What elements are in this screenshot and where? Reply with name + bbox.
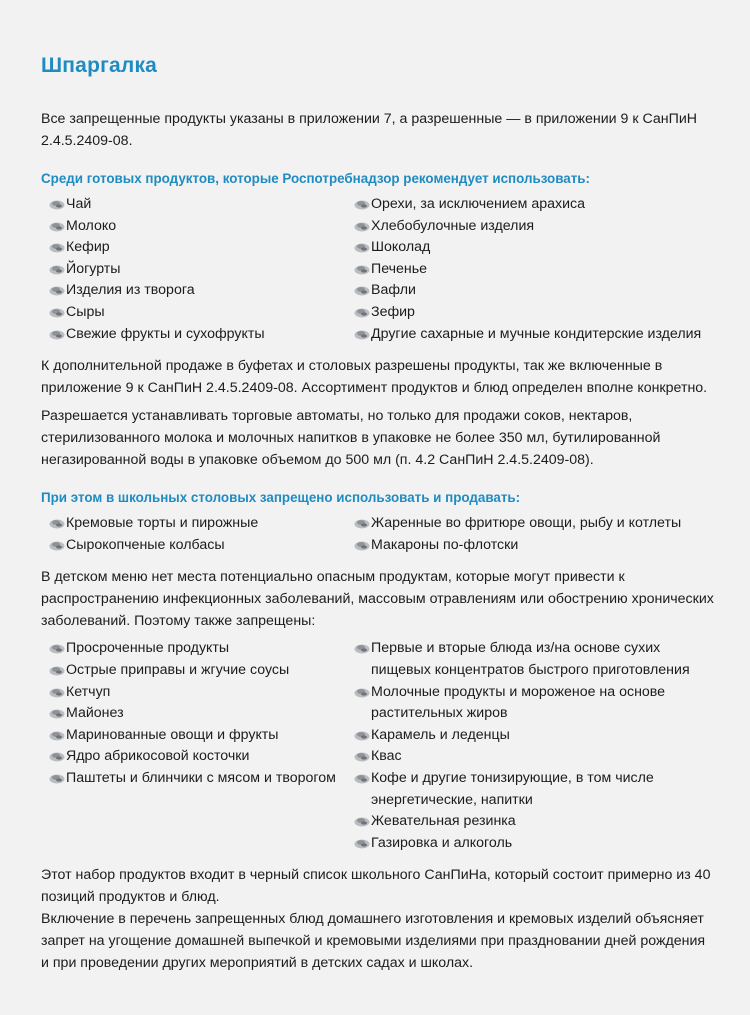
list-item: [353, 638, 714, 681]
milk-icon: [48, 219, 66, 233]
forbidden-right-column: [353, 513, 714, 556]
waffle-icon: [353, 283, 371, 297]
list-item: [353, 833, 714, 855]
yogurt-icon: [48, 262, 66, 276]
recommended-list: [41, 194, 714, 345]
list-item: [48, 237, 353, 259]
marshmallow-icon: [353, 305, 371, 319]
list-item-label: Сыры: [66, 303, 105, 320]
list-item-label: Кефир: [66, 239, 110, 256]
list-item-label: Макароны по-флотски: [371, 536, 519, 553]
tea-icon: [48, 197, 66, 211]
list-item-label: Майонез: [66, 705, 124, 722]
list-item: [48, 280, 353, 302]
list-item-label: Жевательная резинка: [371, 813, 516, 830]
kefir-icon: [48, 240, 66, 254]
mayonnaise-icon: [48, 706, 66, 720]
spicy-sauce-icon: [48, 663, 66, 677]
list-item-label: Ядро абрикосовой косточки: [66, 748, 250, 765]
kids-menu-paragraph: В детском меню нет места потенциально опасным продуктам, которые могут привести к распространению инфекционных заболеваний, массовым отравлениям или обострению хронических заболеваний. Поэтому также запрещены:: [41, 569, 714, 630]
forbidden-left-column: [41, 513, 353, 556]
list-item-label: Первые и вторые блюда из/на основе сухих пищевых концентратов быстрого приготовления: [371, 640, 690, 678]
list-item: [48, 216, 353, 238]
expired-icon: [48, 641, 66, 655]
list-item: [353, 811, 714, 833]
list-item: [353, 237, 714, 259]
list-item-label: Газировка и алкоголь: [371, 834, 513, 851]
list-item-label: Острые приправы и жгучие соусы: [66, 661, 290, 678]
coffee-icon: [353, 771, 371, 785]
list-item: [353, 535, 714, 557]
list-item: [48, 302, 353, 324]
list-item: [48, 194, 353, 216]
list-item: [353, 768, 714, 811]
list-item: [48, 638, 353, 660]
list-item: [48, 259, 353, 281]
list-item-label: Шоколад: [371, 239, 431, 256]
bread-icon: [353, 219, 371, 233]
list-item: [48, 513, 353, 535]
list-item-label: Вафли: [371, 282, 416, 299]
recommended-left-column: [41, 194, 353, 345]
list-item-label: Карамель и леденцы: [371, 726, 510, 743]
list-item: [48, 746, 353, 768]
list-item-label: Кремовые торты и пирожные: [66, 515, 259, 532]
pasta-icon: [353, 538, 371, 552]
list-item: [353, 324, 714, 346]
ice-cream-icon: [353, 685, 371, 699]
candy-icon: [353, 728, 371, 742]
list-item: [48, 768, 353, 790]
chewing-gum-icon: [353, 814, 371, 828]
list-item: [48, 725, 353, 747]
list-item: [353, 194, 714, 216]
forbidden-list: [41, 513, 714, 556]
pickled-icon: [48, 728, 66, 742]
list-item-label: Квас: [371, 748, 402, 765]
cookie-icon: [353, 262, 371, 276]
chocolate-icon: [353, 240, 371, 254]
list-item-label: Кетчуп: [66, 683, 111, 700]
recommended-heading: Среди готовых продуктов, которые Роспотребнадзор рекомендует использовать:: [41, 171, 590, 186]
list-item-label: Печенье: [371, 260, 428, 277]
list-item-label: Изделия из творога: [66, 282, 195, 299]
list-item-label: Паштеты и блинчики с мясом и творогом: [66, 769, 336, 786]
list-item-label: Йогурты: [66, 260, 121, 277]
list-item: [353, 216, 714, 238]
list-item-label: Орехи, за исключением арахиса: [371, 196, 586, 212]
nuts-icon: [353, 197, 371, 211]
cheese-icon: [48, 305, 66, 319]
list-item-label: Кофе и другие тонизирующие, в том числе энергетические, напитки: [371, 769, 654, 808]
fried-food-icon: [353, 516, 371, 530]
list-item: [48, 703, 353, 725]
cream-cake-icon: [48, 516, 66, 530]
list-item-label: Свежие фрукты и сухофрукты: [66, 325, 265, 342]
page-title: Шпаргалка: [41, 54, 158, 77]
instant-food-icon: [353, 641, 371, 655]
confectionery-icon: [353, 327, 371, 341]
list-item: [353, 302, 714, 324]
apricot-kernel-icon: [48, 749, 66, 763]
recommended-right-column: [353, 194, 714, 345]
list-item-label: Другие сахарные и мучные кондитерские изделия: [371, 325, 702, 342]
list-item: [353, 725, 714, 747]
buffet-paragraph: К дополнительной продаже в буфетах и столовых разрешены продукты, так же включенные в приложение 9 к СанПиН 2.4.5.2409-08. Ассортимент продуктов и блюд определен вполне конкретно.: [41, 358, 708, 397]
ketchup-icon: [48, 685, 66, 699]
also-forbidden-left-column: [41, 638, 353, 854]
list-item-label: Хлебобулочные изделия: [371, 217, 535, 234]
homemade-paragraph: Включение в перечень запрещенных блюд домашнего изготовления и кремовых изделий объясняет запрет на угощение домашней выпечкой и кремовыми изделиями при праздновании дней рождения и при проведении других мероприятий в детских садах и школах.: [41, 911, 706, 972]
list-item-label: Сырокопченые колбасы: [66, 536, 225, 553]
list-item-label: Зефир: [371, 303, 415, 320]
forbidden-heading: При этом в школьных столовых запрещено использовать и продавать:: [41, 490, 521, 506]
list-item: [48, 682, 353, 704]
list-item: [48, 660, 353, 682]
vending-paragraph: Разрешается устанавливать торговые автоматы, но только для продажи соков, нектаров, стерилизованного молока и молочных напитков в упаковке не более 350 мл, бутилированной негазированной воды в упаковке объемом до 500 мл (п. 4.2 СанПиН 2.4.5.2409-08).: [41, 408, 661, 469]
list-item: [48, 535, 353, 557]
list-item: [353, 280, 714, 302]
list-item: [353, 682, 714, 725]
blacklist-paragraph: Этот набор продуктов входит в черный список школьного СанПиНа, который состоит примерно из 40 позиций продуктов и блюд.: [41, 867, 711, 906]
soda-alcohol-icon: [353, 836, 371, 850]
also-forbidden-list: [41, 638, 714, 854]
list-item-label: Маринованные овощи и фрукты: [66, 726, 279, 743]
list-item: [353, 513, 714, 535]
list-item-label: Просроченные продукты: [66, 640, 230, 657]
cottage-cheese-icon: [48, 283, 66, 297]
list-item-label: Молоко: [66, 217, 117, 234]
pancakes-icon: [48, 771, 66, 785]
list-item-label: Жаренные во фритюре овощи, рыбу и котлеты: [371, 515, 682, 532]
list-item-label: Молочные продукты и мороженое на основе растительных жиров: [371, 683, 666, 722]
fruits-icon: [48, 327, 66, 341]
kvass-icon: [353, 749, 371, 763]
list-item: [353, 746, 714, 768]
list-item-label: Чай: [66, 196, 92, 212]
sausage-icon: [48, 538, 66, 552]
intro-paragraph: Все запрещенные продукты указаны в приложении 7, а разрешенные — в приложении 9 к СанПиН 2.4.5.2409-08.: [41, 111, 697, 149]
also-forbidden-right-column: [353, 638, 714, 854]
list-item: [353, 259, 714, 281]
list-item: [48, 324, 353, 346]
